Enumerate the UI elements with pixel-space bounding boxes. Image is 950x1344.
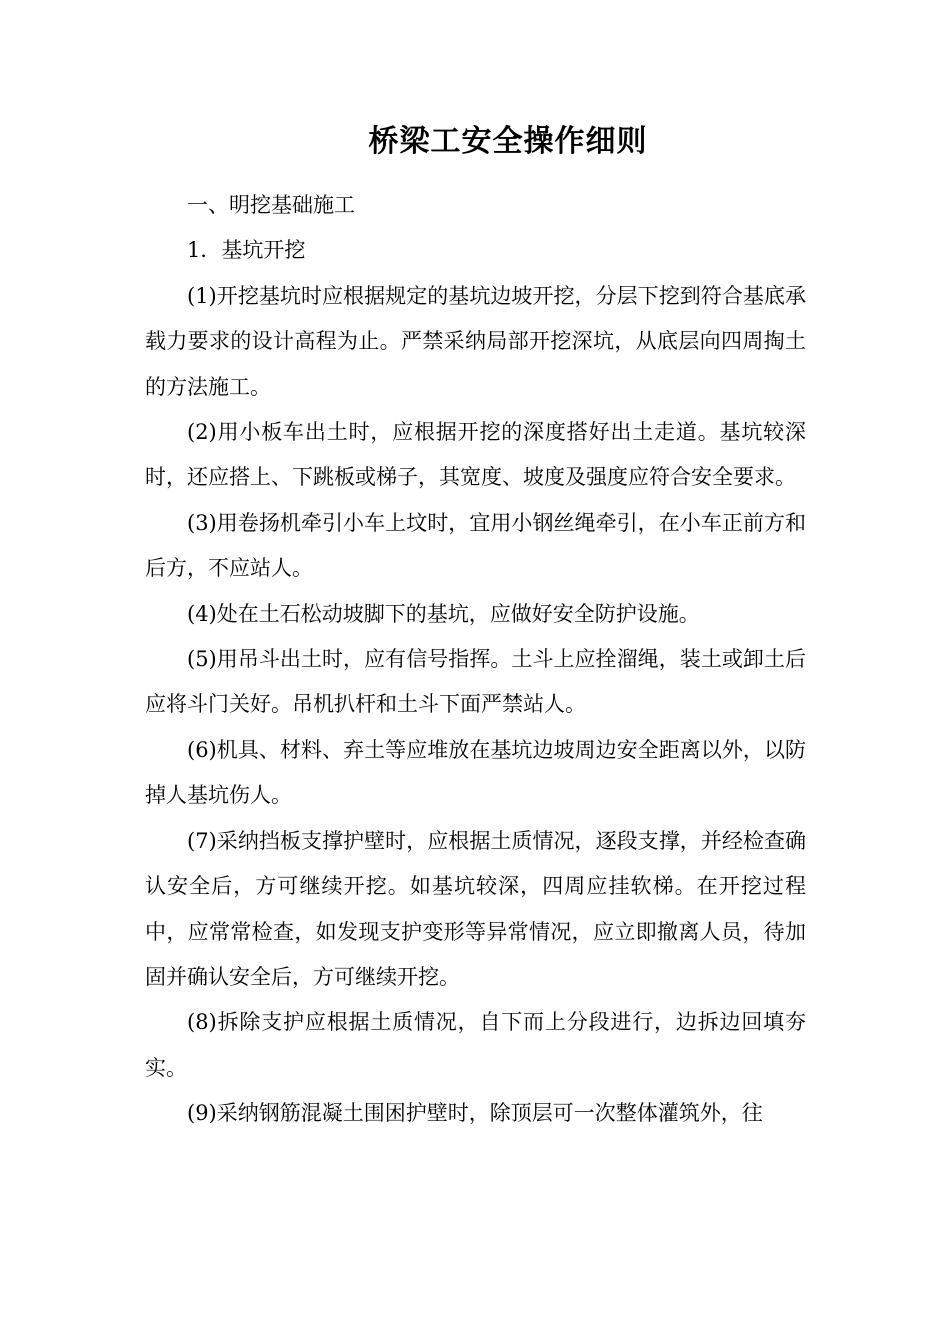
paragraph-2: (2)用小板车出土时，应根据开挖的深度搭好出土走道。基坑较深时，还应搭上、下跳板或梯子，其宽度、坡度及强度应符合安全要求。	[145, 420, 806, 490]
paragraph-4: (4)处在土石松动坡脚下的基坑，应做好安全防护设施。	[187, 601, 700, 626]
paragraph-7: (7)采纳挡板支撑护壁时，应根据土质情况，逐段支撑，并经检查确认安全后，方可继续开挖。如基坑较深，四周应挂软梯。在开挖过程中，应常常检查，如发现支护变形等异常情况，应立即撤离人员，待加固并确认安全后，方可继续开挖。	[145, 828, 806, 989]
paragraph-5: (5)用吊斗出土时，应有信号指挥。土斗上应拴溜绳，装土或卸土后应将斗门关好。吊机扒杆和土斗下面严禁站人。	[145, 647, 806, 717]
paragraph-9: (9)采纳钢筋混凝土围困护壁时，除顶层可一次整体灌筑外，往	[187, 1101, 763, 1126]
paragraph-3: (3)用卷扬机牵引小车上坟时，宜用小钢丝绳牵引，在小车正前方和后方，不应站人。	[145, 510, 806, 581]
subsection-heading: 1．基坑开挖	[187, 238, 306, 263]
paragraph-6: (6)机具、材料、弃土等应堆放在基坑边坡周边安全距离以外，以防掉人基坑伤人。	[145, 737, 806, 808]
document-title: 桥梁工安全操作细则	[368, 124, 648, 159]
section-heading: 一、明挖基础施工	[187, 193, 355, 217]
paragraph-1: (1)开挖基坑时应根据规定的基坑边坡开挖，分层下挖到符合基底承载力要求的设计高程为止。严禁采纳局部开挖深坑，从底层向四周掏土的方法施工。	[145, 283, 806, 399]
document-body	[145, 183, 806, 1137]
paragraph-8: (8)拆除支护应根据土质情况，自下而上分段进行，边拆边回填夯实。	[145, 1010, 806, 1080]
